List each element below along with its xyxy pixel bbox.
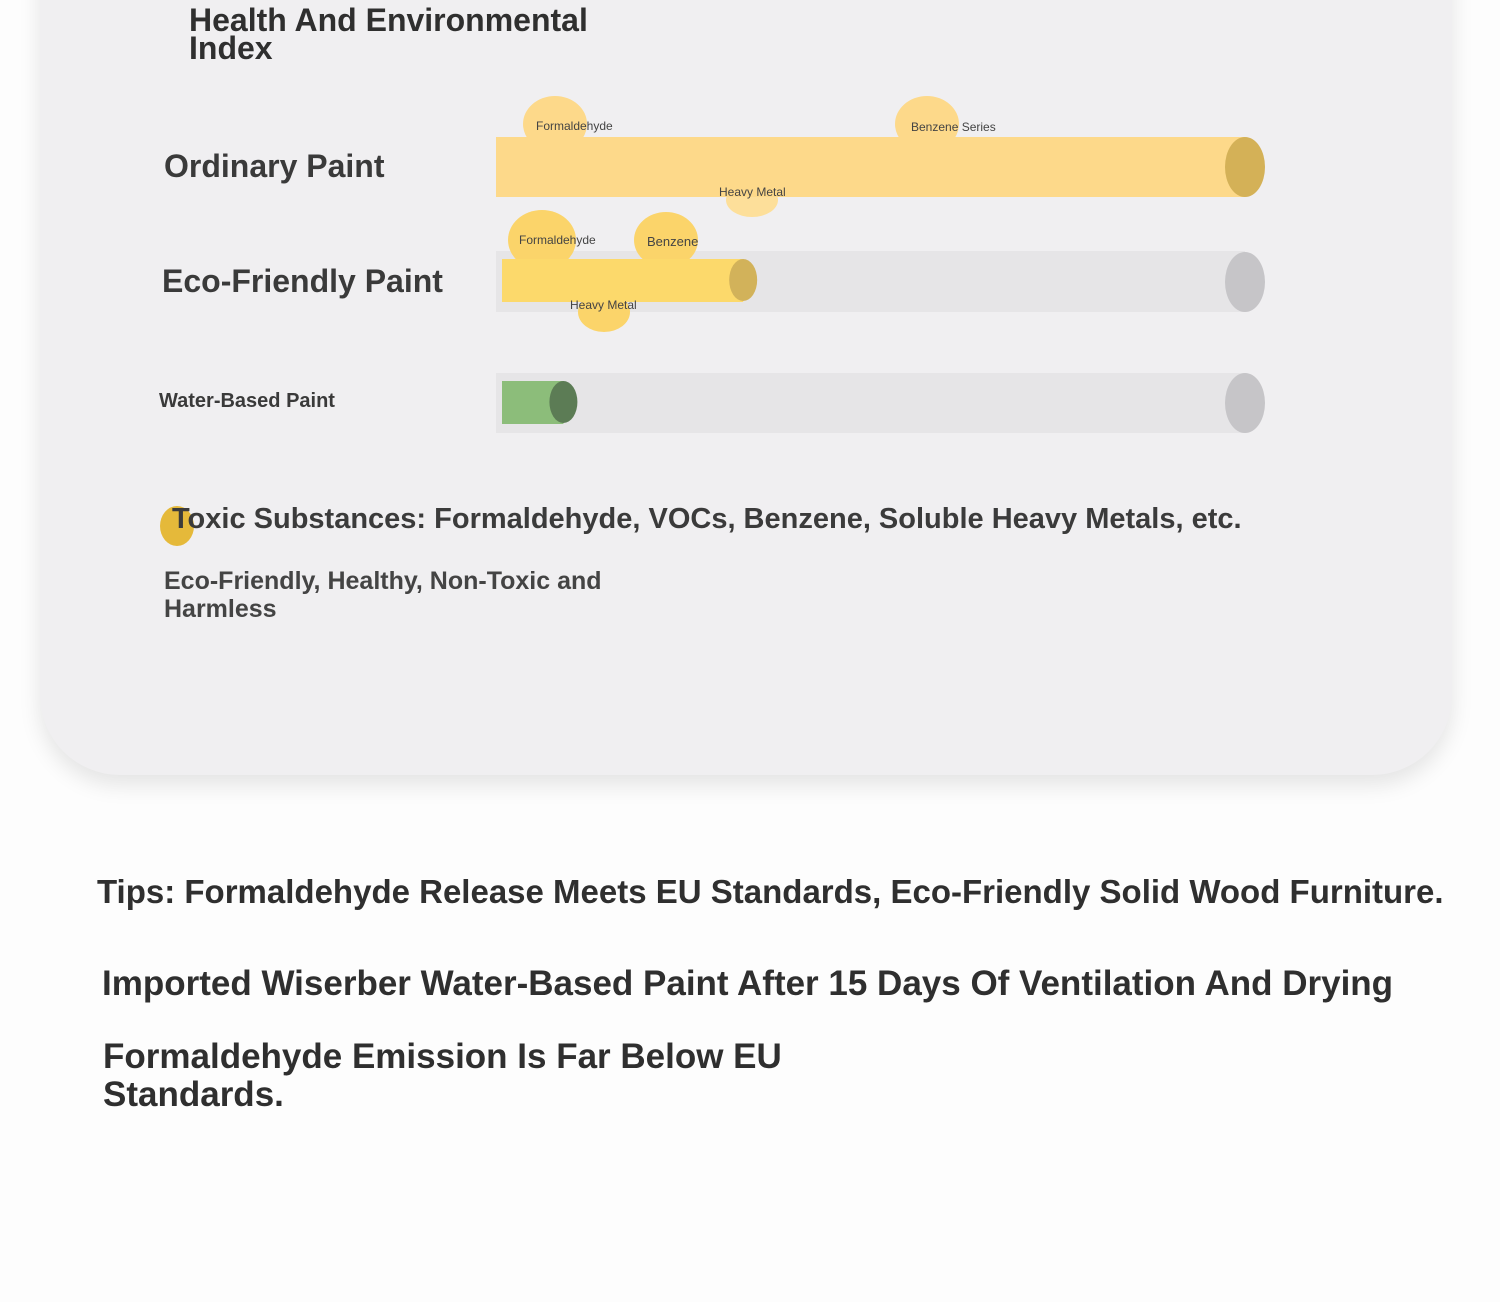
eco-heavy-metal-label: Heavy Metal	[570, 298, 637, 312]
bar-eco-friendly-paint-cap	[729, 259, 757, 301]
row-label-eco-friendly-paint: Eco-Friendly Paint	[162, 263, 443, 299]
bar-ordinary-paint	[496, 137, 1245, 197]
eco-formaldehyde-label: Formaldehyde	[519, 233, 596, 247]
row-label-ordinary-paint: Ordinary Paint	[164, 148, 385, 184]
track-eco-friendly-paint-cap	[1225, 252, 1265, 312]
ordinary-heavy-metal-label: Heavy Metal	[719, 185, 786, 199]
tip-line-2: Imported Wiserber Water-Based Paint After 15 Days Of Ventilation And Drying	[102, 964, 1394, 1003]
eco-benzene-label: Benzene	[647, 234, 699, 249]
toxic-substances-note: Toxic Substances: Formaldehyde, VOCs, Benzene, Soluble Heavy Metals, etc.	[172, 503, 1242, 535]
track-water-based-paint	[496, 373, 1245, 433]
tip-line-1: Tips: Formaldehyde Release Meets EU Standards, Eco-Friendly Solid Wood Furniture.	[97, 873, 1444, 910]
chart-title: Health And Environmental Index	[189, 2, 588, 66]
tip-line-3: Formaldehyde Emission Is Far Below EU Standards.	[103, 1037, 782, 1114]
track-water-based-paint-cap	[1225, 373, 1265, 433]
ordinary-formaldehyde-label: Formaldehyde	[536, 119, 613, 133]
bar-eco-friendly-paint	[502, 259, 743, 302]
ordinary-benzene-label: Benzene Series	[911, 120, 996, 134]
row-label-water-based-paint: Water-Based Paint	[159, 390, 335, 412]
bar-water-based-paint-cap	[549, 381, 577, 423]
eco-friendly-note: Eco-Friendly, Healthy, Non-Toxic and Harmless	[164, 567, 602, 623]
bar-ordinary-paint-cap	[1225, 137, 1265, 197]
